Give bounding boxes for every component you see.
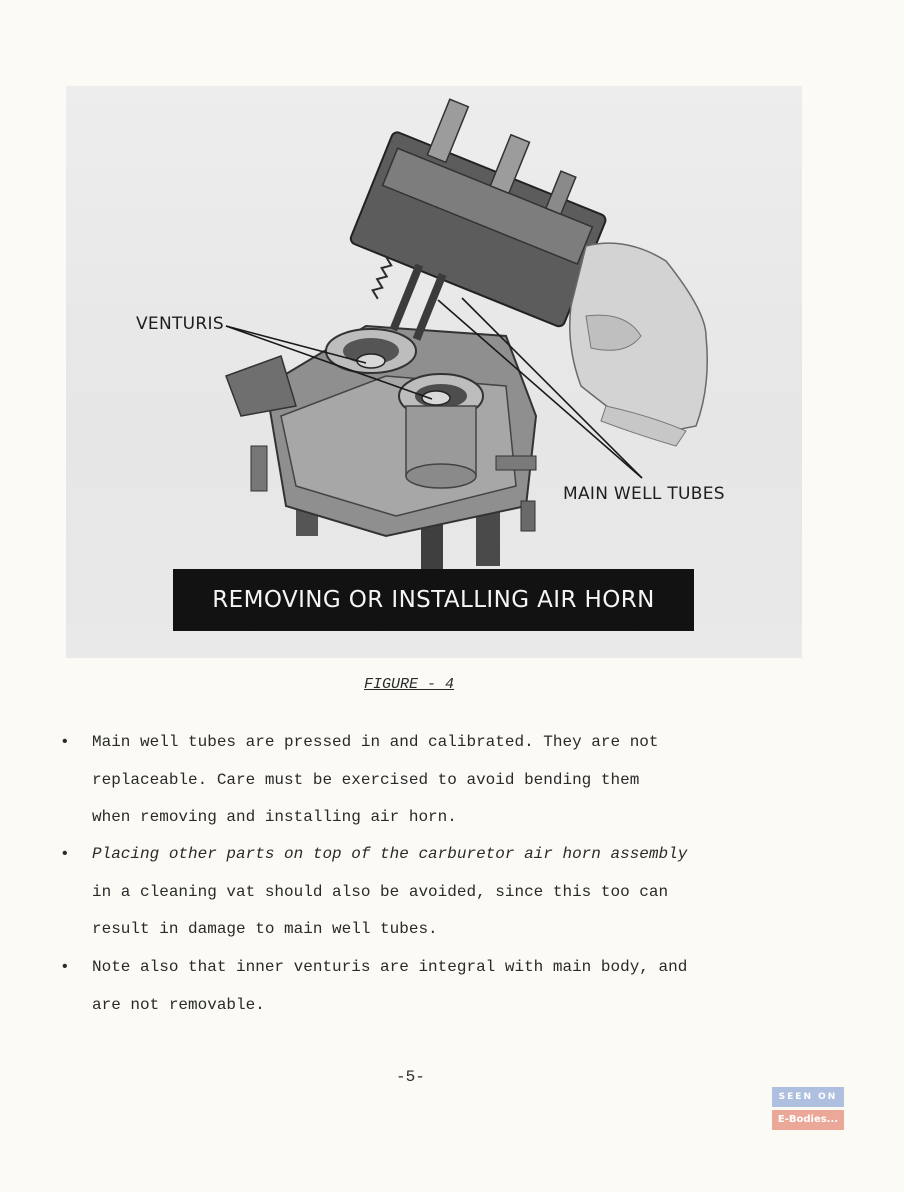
callout-venturis: VENTURIS [136, 314, 224, 334]
paragraph-main-well-tubes [60, 724, 812, 837]
paragraph-line: Placing other parts on top of the carburetor air horn assembly [92, 845, 688, 863]
paragraph-inner-venturis [60, 949, 812, 1024]
paragraph-line: result in damage to main well tubes. [92, 920, 438, 938]
paragraph-cleaning-vat [60, 836, 812, 949]
paragraph-line: replaceable. Care must be exercised to avoid bending them [92, 770, 640, 789]
callout-main-well-tubes: MAIN WELL TUBES [563, 484, 725, 504]
figure-caption: FIGURE - 4 [364, 676, 455, 693]
paragraph-line: Note also that inner venturis are integral with main body, and [92, 958, 688, 976]
paragraph-line: when removing and installing air horn. [92, 808, 457, 826]
bullet: • [60, 845, 70, 863]
page-number: -5- [396, 1068, 425, 1086]
bullet: • [60, 958, 70, 976]
paragraph-line: are not removable. [92, 995, 265, 1014]
paragraph-line: Main well tubes are pressed in and calibrated. They are not [92, 733, 659, 751]
carburetor-photo [66, 86, 802, 658]
bullet: • [60, 733, 70, 751]
watermark-bottom: E-Bodies... [772, 1110, 844, 1130]
figure-banner: REMOVING OR INSTALLING AIR HORN [173, 569, 694, 631]
watermark-top: SEEN ON [772, 1087, 844, 1107]
paragraph-line: in a cleaning vat should also be avoided, since this too can [92, 882, 669, 901]
watermark-stamp [772, 1087, 844, 1131]
